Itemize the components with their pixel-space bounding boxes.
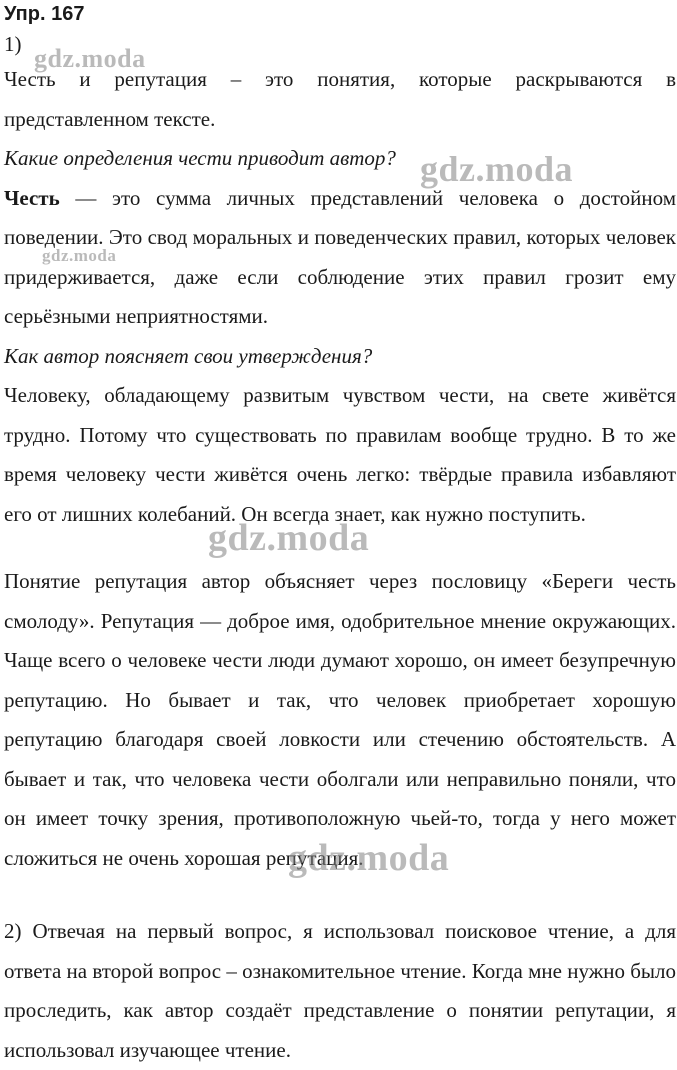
paragraph-intro: Честь и репутация – это понятия, которые раскрываются в представленном тексте. xyxy=(4,67,676,131)
watermark: gdz.moda xyxy=(42,246,117,265)
definition-text: — это сумма личных представлений человека о достойном поведении. Это свод моральных и поведенческих правил, которых человек придерживается, даже если соблюдение этих правил грозит ему серьёзными неприятностями. xyxy=(4,185,676,328)
watermark: gdz.moda xyxy=(208,517,370,559)
definition-term: Честь xyxy=(4,185,60,210)
watermark: gdz.moda xyxy=(288,837,450,879)
question-2: Как автор поясняет свои утверждения? xyxy=(4,343,373,368)
document-page xyxy=(4,0,676,1070)
exercise-title: Упр. 167 xyxy=(4,3,85,25)
part-1-number: 1) xyxy=(4,32,22,56)
watermark: gdz.moda xyxy=(420,149,574,189)
question-1: Какие определения чести приводит автор? xyxy=(4,146,396,170)
watermark: gdz.moda xyxy=(34,44,146,73)
paragraph-reading-types: 2) Отвечая на первый вопрос, я использовал поисковое чтение, а для ответа на второй вопрос – ознакомительное чтение. Когда мне нужно было проследить, как автор создаёт представление о понятии репутации, я использовал изучающее чтение. xyxy=(4,919,676,1062)
spacer xyxy=(4,878,676,912)
spacer xyxy=(4,534,676,562)
paragraph-explanation: Человеку, обладающему развитым чувством чести, на свете живётся трудно. Потому что существовать по правилам вообще трудно. В то же время человеку чести живётся очень легко: твёрдые правила избавляют его от лишних колебаний. Он всегда знает, как нужно поступить. xyxy=(4,383,676,526)
definition-paragraph xyxy=(4,179,676,337)
paragraph-reputation: Понятие репутация автор объясняет через пословицу «Береги честь смолоду». Репутация — доброе имя, одобрительное мнение окружающих. Чаще всего о человеке чести люди думают хорошо, он имеет безупречную репутацию. Но бывает и так, что человек приобретает хорошую репутацию благодаря своей ловкости или стечению обстоятельств. А бывает и так, что человека чести оболгали или неправильно поняли, что он имеет точку зрения, противоположную чьей-то, тогда у него может сложиться не очень хорошая репутация. xyxy=(4,569,676,870)
